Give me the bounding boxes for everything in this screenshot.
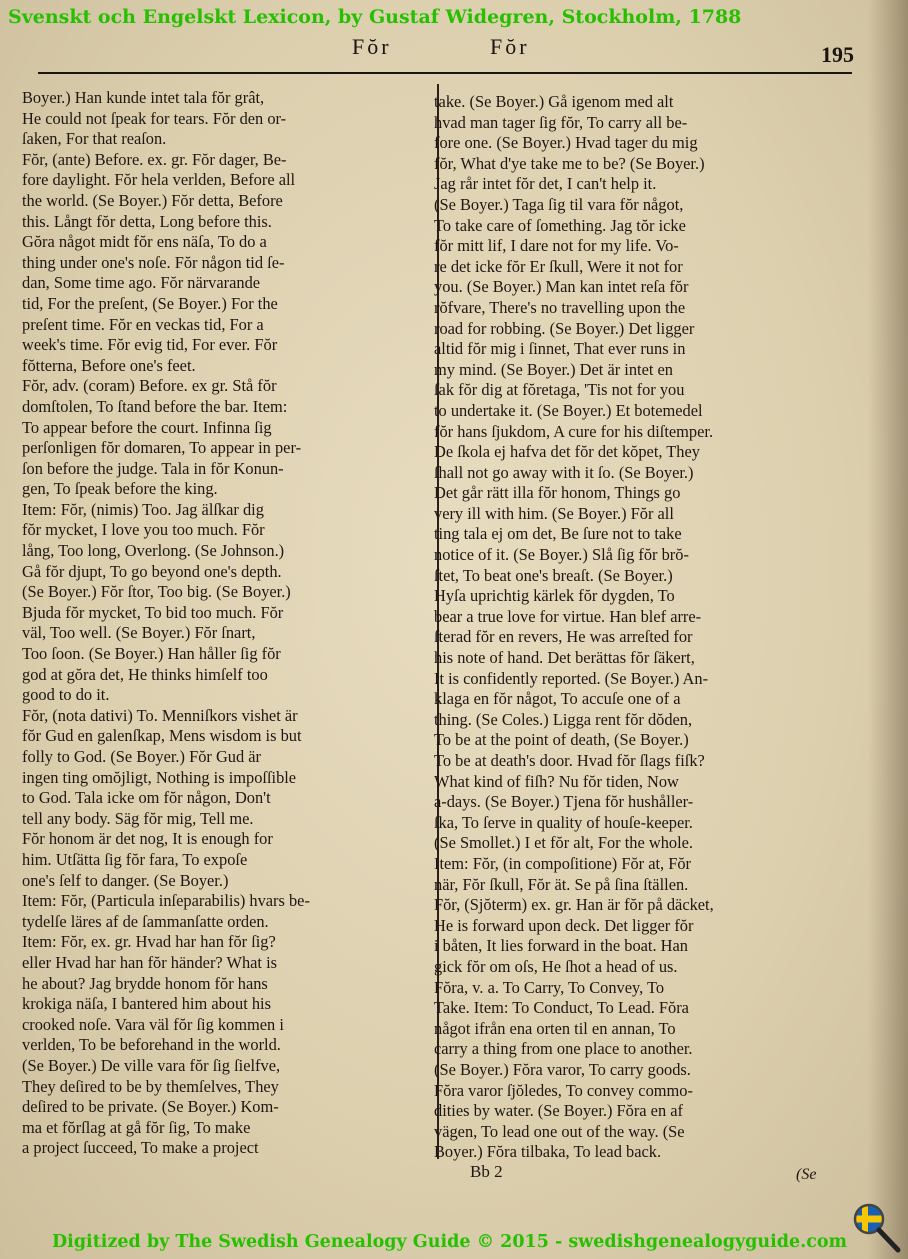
- text-line: ſhall not go away with it ſo. (Se Boyer.): [434, 462, 694, 482]
- text-line: ma et fŏrſlag at gå fŏr ſig, To make: [22, 1117, 251, 1137]
- text-line: road for robbing. (Se Boyer.) Det ligger: [434, 318, 695, 338]
- text-line: bear a true love for virtue. Han blef arre-: [434, 606, 702, 626]
- text-line: He is forward upon deck. Det ligger fŏr: [434, 915, 694, 935]
- text-line: ſterad fŏr en revers, He was arreſted for: [434, 627, 693, 647]
- text-line: folly to God. (Se Boyer.) Fŏr Gud är: [22, 747, 262, 766]
- text-line: What kind of fiſh? Nu fŏr tiden, Now: [434, 771, 679, 791]
- text-line: Fŏr honom är det nog, It is enough for: [22, 829, 273, 849]
- text-line: Bjuda fŏr mycket, To bid too much. Fŏr: [22, 602, 284, 622]
- text-line: To be at death's door. Hvad fŏr ſlags fiſk?: [434, 751, 705, 770]
- text-line: Gå fŏr djupt, To go beyond one's depth.: [22, 561, 282, 581]
- text-line: To take care of ſomething. Jag tŏr icke: [434, 215, 686, 235]
- text-line: Item: Fŏr, (nimis) Too. Jag älſkar dig: [22, 499, 264, 519]
- text-line: fŏtterna, Before one's feet.: [22, 355, 196, 375]
- top-banner: Svenskt och Engelskt Lexicon, by Gustaf Widegren, Stockholm, 1788: [8, 6, 742, 28]
- text-line: domſtolen, To ſtand before the bar. Item:: [22, 396, 288, 416]
- text-line: lång, Too long, Overlong. (Se Johnson.): [22, 541, 285, 561]
- text-line: fŏr, What d'ye take me to be? (Se Boyer.): [434, 153, 705, 173]
- text-line: gen, To ſpeak before the king.: [22, 479, 218, 499]
- text-line: Item: Fŏr, (in compoſitione) Fŏr at, Fŏr: [434, 853, 692, 873]
- page-number: 195: [821, 42, 854, 67]
- text-line: klaga en fŏr något, To accuſe one of a: [434, 689, 681, 709]
- text-line: good to do it.: [22, 685, 110, 705]
- text-line: ſka, To ſerve in quality of houſe-keeper.: [434, 812, 693, 832]
- catchword: (Se: [796, 1166, 817, 1183]
- text-line: ſtet, To beat one's breaſt. (Se Boyer.): [434, 565, 673, 585]
- text-line: a project ſucceed, To make a project: [22, 1138, 259, 1158]
- text-line: fŏr mycket, I love you too much. Fŏr: [22, 520, 265, 540]
- text-line: Det går rätt illa fŏr honom, Things go: [434, 483, 681, 503]
- text-line: hvad man tager ſig fŏr, To carry all be-: [434, 112, 688, 132]
- text-line: gick fŏr om oſs, He ſhot a head of us.: [434, 956, 678, 976]
- text-line: (Se Boyer.) Taga ſig til vara fŏr något,: [434, 194, 684, 214]
- text-line: It is confidently reported. (Se Boyer.) An-: [434, 668, 709, 688]
- text-line: the world. (Se Boyer.) Fŏr detta, Before: [22, 190, 283, 210]
- text-line: one's ſelf to danger. (Se Boyer.): [22, 870, 229, 890]
- text-line: väl, Too well. (Se Boyer.) Fŏr ſnart,: [22, 623, 256, 643]
- text-line: De ſkola ej hafva det fŏr det kŏpet, They: [434, 442, 700, 462]
- text-line: tid, For the preſent, (Se Boyer.) For the: [22, 293, 278, 313]
- text-line: Fŏr, adv. (coram) Before. ex gr. Stå fŏr: [22, 376, 277, 396]
- page-edge-shadow: [868, 0, 908, 1259]
- text-line: Item: Fŏr, ex. gr. Hvad har han fŏr ſig?: [22, 932, 276, 952]
- text-line: he about? Jag brydde honom fŏr hans: [22, 973, 268, 993]
- text-line: They deſired to be by themſelves, They: [22, 1076, 279, 1096]
- text-line: you. (Se Boyer.) Man kan intet reſa fŏr: [434, 277, 689, 297]
- text-line: to God. Tala icke om fŏr någon, Don't: [22, 788, 271, 808]
- text-line: Fŏra varor ſjŏledes, To convey commo-: [434, 1080, 693, 1100]
- text-line: notice of it. (Se Boyer.) Slå ſig fŏr brŏ-: [434, 545, 689, 565]
- bottom-banner: Digitized by The Swedish Genealogy Guide © 2015 - swedishgenealogyguide.com: [52, 1232, 848, 1252]
- text-line: Fŏr, (nota dativi) To. Menniſkors vishet är: [22, 705, 298, 725]
- text-line: ſak fŏr dig at fŏretaga, 'Tis not for you: [434, 380, 685, 400]
- text-line: take. (Se Boyer.) Gå igenom med alt: [434, 92, 674, 111]
- text-line: my mind. (Se Boyer.) Det är intet en: [434, 359, 673, 379]
- text-line: fore daylight. Fŏr hela verlden, Before all: [22, 170, 296, 190]
- text-line: to undertake it. (Se Boyer.) Et botemedel: [434, 400, 703, 420]
- text-line: re det icke fŏr Er ſkull, Were it not for: [434, 256, 683, 276]
- text-line: Hyſa uprichtig kärlek fŏr dygden, To: [434, 586, 675, 606]
- text-line: thing. (Se Coles.) Ligga rent fŏr dŏden,: [434, 709, 693, 729]
- text-line: perſonligen fŏr domaren, To appear in per-: [22, 438, 302, 458]
- text-line: Fŏr, (Sjŏterm) ex. gr. Han är fŏr på däcket,: [434, 895, 714, 915]
- text-line: tell any body. Säg fŏr mig, Tell me.: [22, 808, 254, 828]
- left-column: [22, 88, 422, 1159]
- text-line: To be at the point of death, (Se Boyer.): [434, 730, 689, 750]
- magnifier-with-swedish-flag-icon[interactable]: [852, 1202, 902, 1254]
- header-left-word: Fŏr: [352, 34, 392, 59]
- text-line: fŏr Gud en galenſkap, Mens wisdom is but: [22, 726, 302, 746]
- text-line: fore one. (Se Boyer.) Hvad tager du mig: [434, 133, 698, 153]
- text-line: altid fŏr mig i ſinnet, That ever runs in: [434, 339, 686, 359]
- text-line: Too ſoon. (Se Boyer.) Han håller ſig fŏr: [22, 644, 281, 664]
- text-line: Take. Item: To Conduct, To Lead. Fŏra: [434, 998, 689, 1018]
- text-line: fŏr mitt lif, I dare not for my life. Vo-: [434, 236, 679, 256]
- text-line: (Se Boyer.) De ville vara fŏr ſig ſielfve,: [22, 1055, 281, 1075]
- text-line: (Se Boyer.) Fŏr ſtor, Too big. (Se Boyer.): [22, 582, 291, 602]
- text-line: carry a thing from one place to another.: [434, 1039, 693, 1059]
- text-line: (Se Smollet.) I et fŏr alt, For the whole.: [434, 833, 694, 853]
- text-line: deſired to be private. (Se Boyer.) Kom-: [22, 1097, 279, 1117]
- text-line: week's time. Fŏr evig tid, For ever. Fŏr: [22, 335, 278, 355]
- text-line: ſon before the judge. Tala in fŏr Konun-: [22, 458, 284, 478]
- text-line: god at gŏra det, He thinks himſelf too: [22, 664, 268, 684]
- text-line: verlden, To be beforehand in the world.: [22, 1035, 281, 1055]
- text-line: He could not ſpeak for tears. Fŏr den or-: [22, 108, 287, 128]
- text-line: Boyer.) Han kunde intet tala fŏr grât,: [22, 88, 265, 107]
- text-line: eller Hvad har han fŏr händer? What is: [22, 952, 278, 972]
- text-line: rŏfvare, There's no travelling upon the: [434, 297, 686, 317]
- text-line: när, Fŏr ſkull, Fŏr ät. Se på ſina ſtällen.: [434, 874, 689, 894]
- text-line: his note of hand. Det berättas fŏr ſäkert,: [434, 648, 695, 668]
- header-right-word: Fŏr: [490, 34, 530, 59]
- text-line: crooked noſe. Vara väl fŏr ſig kommen i: [22, 1014, 284, 1034]
- header-rule: [38, 72, 852, 74]
- text-line: Jag rår intet fŏr det, I can't help it.: [434, 174, 657, 194]
- text-line: Item: Fŏr, (Particula inſeparabilis) hvars be-: [22, 891, 310, 911]
- text-line: vägen, To lead one out of the way. (Se: [434, 1121, 685, 1141]
- right-column: [434, 92, 854, 1163]
- text-line: very ill with him. (Se Boyer.) Fŏr all: [434, 503, 674, 523]
- text-line: fŏr hans ſjukdom, A cure for his diſtemper.: [434, 421, 714, 441]
- text-line: preſent time. Fŏr en veckas tid, For a: [22, 314, 264, 334]
- text-line: Boyer.) Fŏra tilbaka, To lead back.: [434, 1142, 662, 1162]
- text-line: i båten, It lies forward in the boat. Han: [434, 936, 688, 956]
- text-line: Gŏra något midt fŏr ens näſa, To do a: [22, 232, 267, 252]
- text-line: thing under one's noſe. Fŏr någon tid ſe-: [22, 252, 285, 272]
- text-line: något ifrån ena orten til en annan, To: [434, 1018, 676, 1038]
- text-line: dan, Some time ago. Fŏr närvarande: [22, 273, 261, 293]
- text-line: a-days. (Se Boyer.) Tjena fŏr hushåller-: [434, 792, 694, 812]
- text-line: dities by water. (Se Boyer.) Fŏra en af: [434, 1101, 683, 1121]
- text-line: krokiga näſa, I bantered him about his: [22, 994, 271, 1014]
- text-line: Fŏr, (ante) Before. ex. gr. Fŏr dager, Be-: [22, 149, 287, 169]
- text-line: ingen ting omŏjligt, Nothing is impoſſible: [22, 767, 297, 787]
- text-line: tydelſe läres af de ſammanſatte orden.: [22, 911, 269, 931]
- text-line: ting tala ej om det, Be ſure not to take: [434, 524, 682, 544]
- text-line: To appear before the court. Infinna ſig: [22, 417, 272, 437]
- signature-mark: Bb 2: [470, 1162, 503, 1181]
- text-line: (Se Boyer.) Fŏra varor, To carry goods.: [434, 1059, 691, 1079]
- text-line: him. Utſätta ſig fŏr fara, To expoſe: [22, 849, 248, 869]
- text-line: ſaken, For that reaſon.: [22, 129, 167, 149]
- text-line: this. Långt fŏr detta, Long before this.: [22, 211, 272, 231]
- text-line: Fŏra, v. a. To Carry, To Convey, To: [434, 977, 665, 997]
